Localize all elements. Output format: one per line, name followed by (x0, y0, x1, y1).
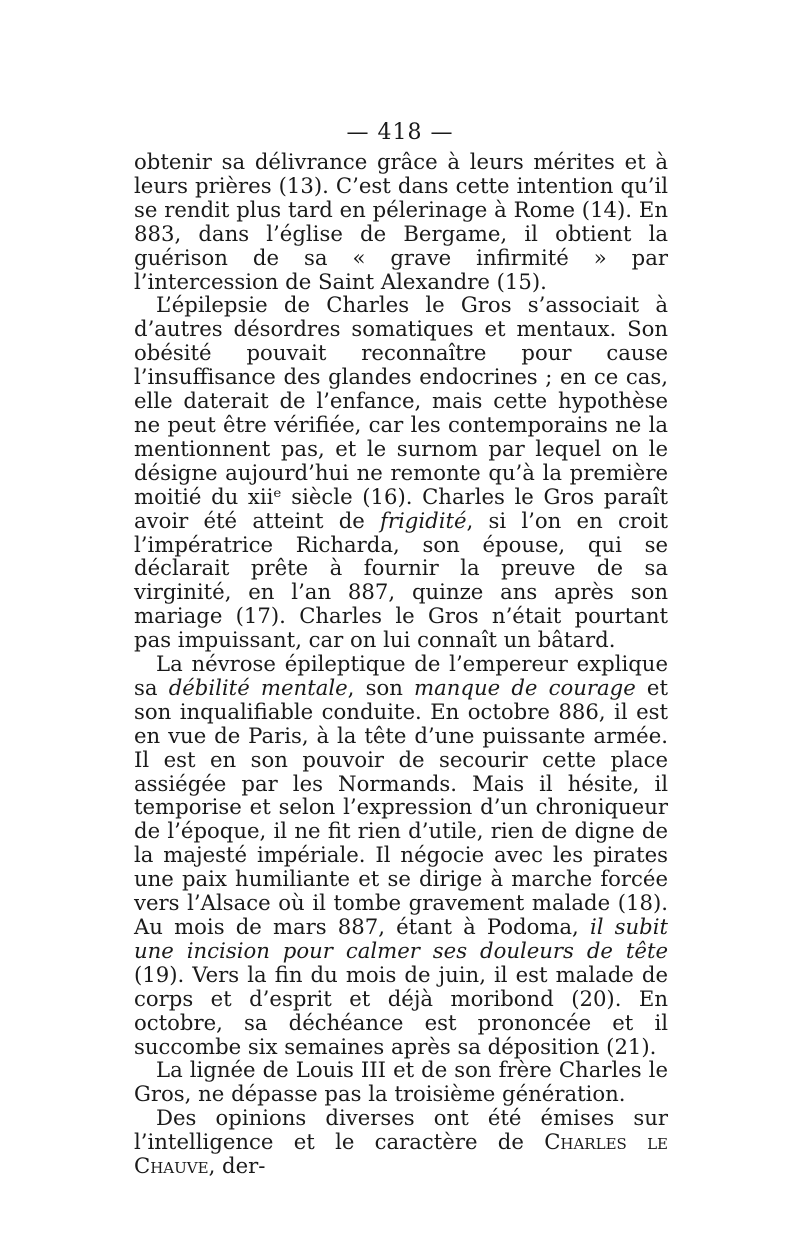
paragraph (134, 150, 668, 293)
paragraph (134, 293, 668, 652)
text-segment: , son (347, 674, 415, 700)
text-segment: La névrose épileptique de l’empereur explique sa (134, 651, 668, 700)
italic-text: manque de courage (414, 674, 636, 700)
smallcaps-text: Charles le Chauve (134, 1129, 668, 1179)
body-text (134, 150, 668, 1178)
paragraph (134, 1058, 668, 1106)
text-segment: La lignée de Louis III et de son frère Charles le Gros, ne dépasse pas la troisième génération. (134, 1057, 668, 1107)
text-segment: obtenir sa délivrance grâce à leurs mérites et à leurs prières (13). C’est dans cette intention qu’il se rendit plus tard en pélerinage à Rome (14). En 883, dans l’église de Bergame, il obtient la guérison de sa « grave infirmité » par l’intercession de Saint Alexandre (15). (134, 149, 668, 294)
italic-text: débilité mentale (168, 674, 348, 700)
page-number: — 418 — (346, 120, 454, 145)
italic-text: il subit une incision pour calmer ses douleurs de tête (134, 914, 668, 963)
text-segment: , der- (208, 1153, 266, 1179)
text-segment: L’épilepsie de Charles le Gros s’associait à d’autres désordres somatiques et mentaux. Son obésité pouvait reconnaître pour cause l’insuffisance des glandes endocrines ; en ce cas, elle daterait de l’enfance, mais cette hypothèse ne peut être vérifiée, car les contemporains ne la mentionnent pas, et le surnom par lequel on le désigne aujourd’hui ne remonte qu’à la première moitié du xiiᵉ siècle (16). Charles le Gros paraît avoir été atteint de (134, 292, 668, 533)
text-segment: et son inqualifiable conduite. En octobre 886, il est en vue de Paris, à la tête d’une puissante armée. Il est en son pouvoir de secourir cette place assiégée par les Normands. Mais il hésite, il temporise et selon l’expression d’un chroniqueur de l’époque, il ne fit rien d’utile, rien de digne de la majesté impériale. Il négocie avec les pirates une paix humiliante et se dirige à marche forcée vers l’Alsace où il tombe gravement malade (18). Au mois de mars 887, étant à Podoma, (134, 674, 668, 939)
paragraph (134, 1106, 668, 1178)
text-segment: , si l’on en croit l’impératrice Richarda, son épouse, qui se déclarait prête à fournir la preuve de sa virginité, en l’an 887, quinze ans après son mariage (17). Charles le Gros n’était pourtant pas impuissant, car on lui connaît un bâtard. (134, 507, 669, 653)
text-segment: Des opinions diverses ont été émises sur l’intelligence et le caractère de (134, 1105, 668, 1155)
paragraph (134, 652, 668, 1058)
text-segment: (19). Vers la fin du mois de juin, il est malade de corps et d’esprit et déjà moribond (20). En octobre, sa déchéance est prononcée et il succombe six semaines après sa déposition (21). (134, 961, 668, 1059)
italic-text: frigidité (380, 507, 467, 533)
